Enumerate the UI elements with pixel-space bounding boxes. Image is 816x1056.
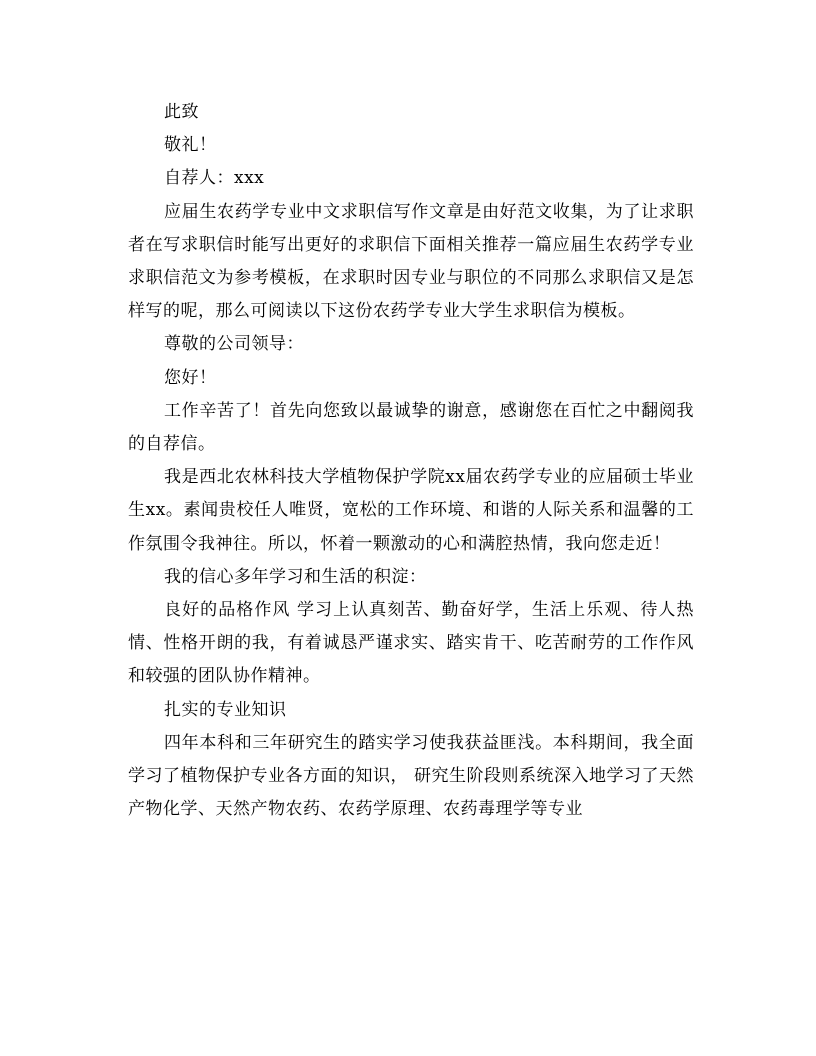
closing-salutation: 此致 xyxy=(164,102,199,122)
confidence-heading: 我的信心多年学习和生活的积淀： xyxy=(164,566,427,587)
closing-regards: 敬礼！ xyxy=(164,135,217,156)
intro-paragraph: 应届生农药学专业中文求职信写作文章是由好范文收集，为了让求职者在写求职信时能写出更好的求职信下面相关推荐一篇应届生农药学专业求职信范文为参考模板，在求职时因专业与职位的不同那么求职信又是怎样写的呢，那么可阅读以下这份农药学专业大学生求职信为模板。 xyxy=(128,201,694,322)
greeting-recipient: 尊敬的公司领导： xyxy=(164,334,304,355)
letter-body xyxy=(128,96,694,826)
self-introduction-paragraph: 我是西北农林科技大学植物保护学院xx届农药学专业的应届硕士毕业生xx。素闻贵校任人唯贤，宽松的工作环境、和谐的人际关系和温馨的工作氛围令我神往。所以，怀着一颗激动的心和满腔热情，我向您走近！ xyxy=(128,467,694,554)
greeting-hello: 您好！ xyxy=(164,367,217,388)
knowledge-heading: 扎实的专业知识 xyxy=(164,699,287,720)
character-paragraph: 良好的品格作风 学习上认真刻苦、勤奋好学，生活上乐观、待人热情、性格开朗的我，有着诚恳严谨求实、踏实肯干、吃苦耐劳的工作作风和较强的团队协作精神。 xyxy=(128,600,694,687)
study-paragraph: 四年本科和三年研究生的踏实学习使我获益匪浅。本科期间，我全面学习了植物保护专业各方面的知识， 研究生阶段则系统深入地学习了天然产物化学、天然产物农药、农药学原理、农药毒理学等专业 xyxy=(128,732,694,820)
signature-line: 自荐人：xxx xyxy=(164,168,265,189)
thanks-paragraph: 工作辛苦了！首先向您致以最诚挚的谢意，感谢您在百忙之中翻阅我的自荐信。 xyxy=(128,400,694,455)
